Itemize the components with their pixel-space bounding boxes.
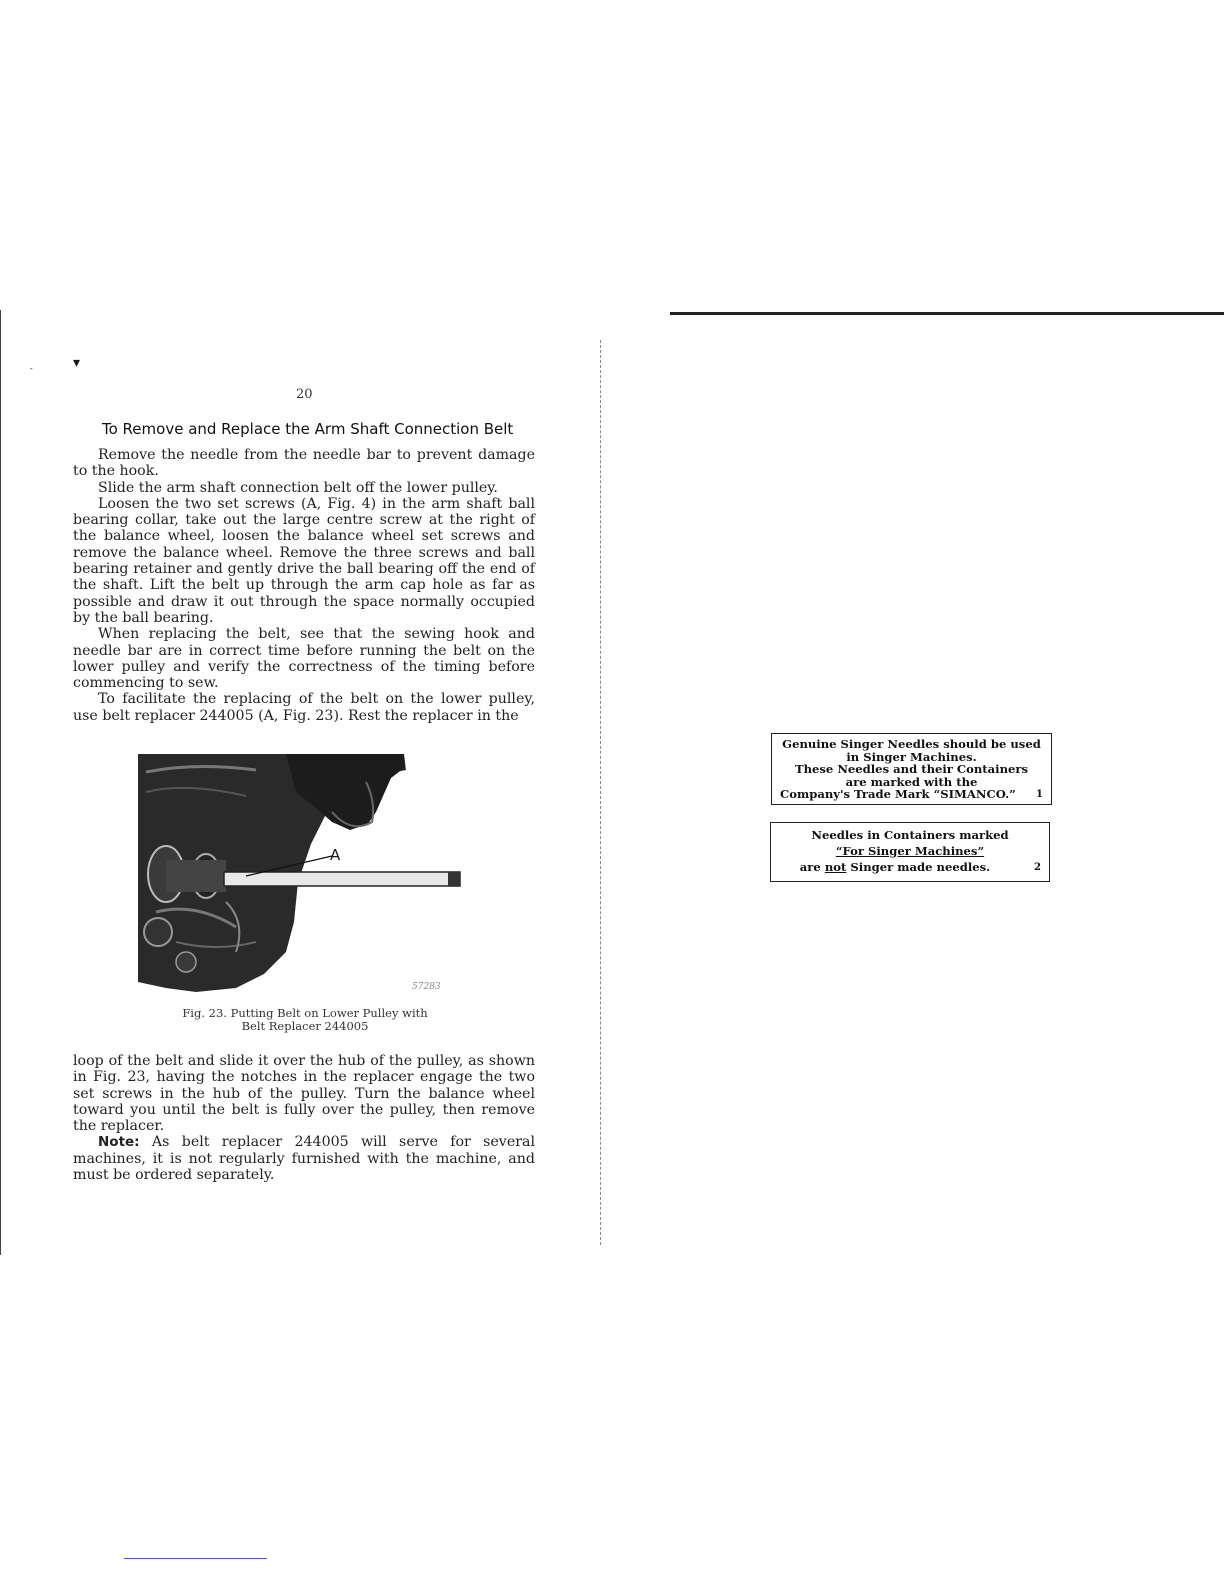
bottom-rule: [124, 1558, 267, 1559]
section-title: To Remove and Replace the Arm Shaft Connection Belt: [102, 420, 514, 438]
paragraph-continued: loop of the belt and slide it over the hub of the pulley, as shown in Fig. 23, having the notches in the replacer engage the two set screws in the hub of the pulley. Turn the balance wheel toward you until the belt is fully over the pulley, then remove the replacer.: [73, 1053, 535, 1135]
body-text-bottom: [73, 1053, 535, 1183]
notice-line: Genuine Singer Needles should be used: [782, 737, 1041, 751]
notice-line: are marked with the: [845, 774, 978, 789]
paragraph: When replacing the belt, see that the sewing hook and needle bar are in correct time before running the belt on the lower pulley and verify the correctness of the timing before commencing to sew.: [73, 626, 535, 692]
not-singer-needles-notice: [770, 822, 1050, 882]
page-fold-line: [600, 340, 601, 1245]
scan-speck-mark: ▾: [73, 355, 81, 371]
figure-caption-line: Fig. 23. Putting Belt on Lower Pulley with: [182, 1006, 428, 1020]
note-paragraph: [73, 1134, 535, 1183]
notice-number: 2: [1034, 862, 1041, 874]
notice-line: Needles in Containers marked: [811, 828, 1009, 842]
note-label: Note:: [98, 1134, 140, 1151]
paragraph: Remove the needle from the needle bar to prevent damage to the hook.: [73, 447, 535, 480]
paragraph: Slide the arm shaft connection belt off the lower pulley.: [98, 479, 498, 496]
notice-line: “For Singer Machines”: [835, 843, 985, 858]
page-number: 20: [296, 387, 313, 402]
note-text: As belt replacer 244005 will serve for several machines, it is not regularly furnished with the machine, and must be ordered separately.: [73, 1134, 535, 1184]
figure-plate-number: 57283: [412, 982, 441, 992]
notice-line: These Needles and their Containers: [794, 762, 1029, 777]
figure-caption: [160, 1007, 450, 1033]
notice-emphasis-not: not: [824, 860, 847, 875]
notice-line: Company's Trade Mark “SIMANCO.”: [780, 787, 1016, 802]
paragraph: To facilitate the replacing of the belt on the lower pulley, use belt replacer 244005 (A, Fig. 23). Rest the replacer in the: [73, 691, 535, 724]
genuine-needles-notice: [771, 733, 1052, 805]
notice-line: in Singer Machines.: [846, 749, 977, 764]
paragraph: Loosen the two set screws (A, Fig. 4) in the arm shaft ball bearing collar, take out the large centre screw at the right of the balance wheel, loosen the balance wheel set screws and remove the balance wheel. Remove the three screws and ball bearing retainer and gently drive the ball bearing off the end of the shaft. Lift the belt up through the arm cap hole as far as possible and draw it out through the space normally occupied by the ball bearing.: [73, 495, 535, 626]
notice-text: are: [799, 860, 825, 875]
figure-23-photo: [136, 752, 466, 1002]
right-page-top-rule: [670, 312, 1224, 315]
body-text-top: [73, 447, 535, 724]
figure-label-a: A: [330, 846, 341, 864]
belt-replacer-illustration: [136, 752, 466, 1002]
figure-caption-line: Belt Replacer 244005: [241, 1019, 369, 1033]
notice-line: [777, 861, 1043, 874]
notice-text: Singer made needles.: [846, 860, 991, 875]
scan-speck-mark: -: [30, 364, 33, 373]
notice-number: 1: [1036, 789, 1043, 801]
